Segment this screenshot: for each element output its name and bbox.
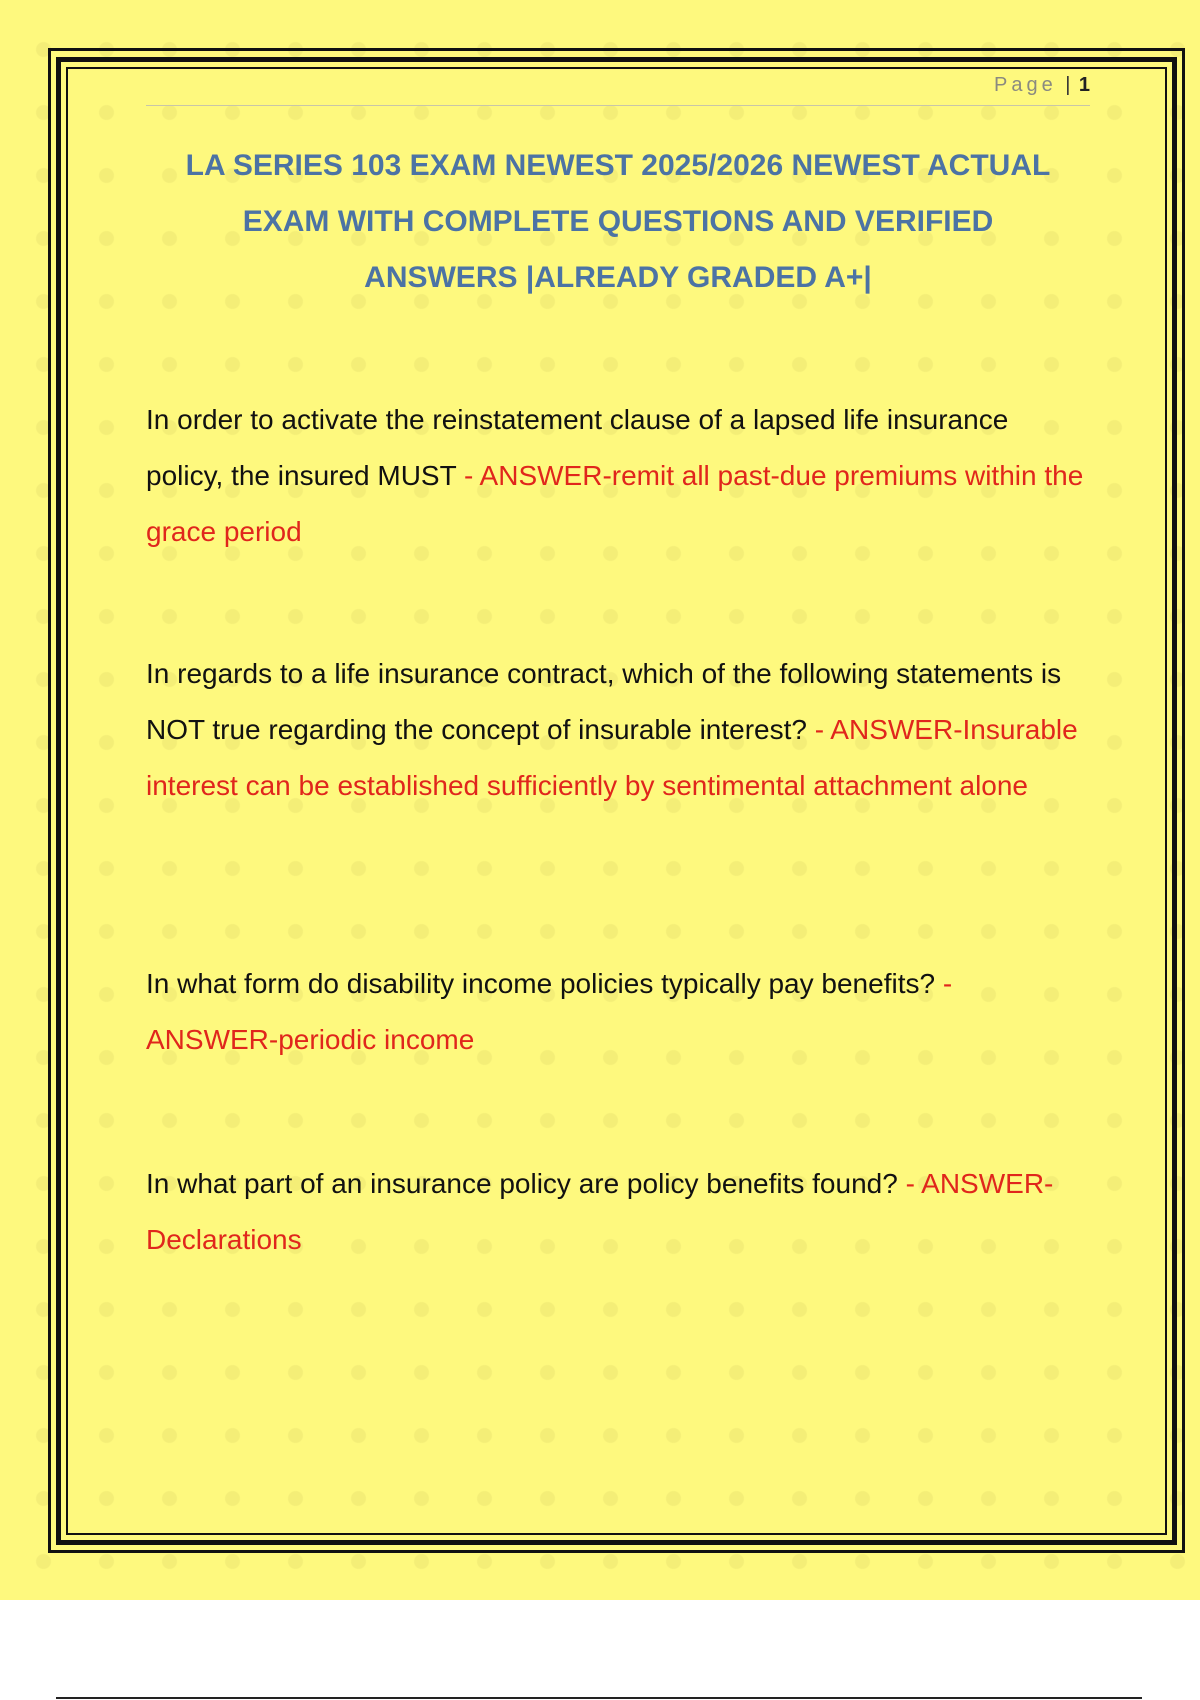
page-label: Page xyxy=(994,74,1057,96)
qa-item-1 xyxy=(146,392,1090,560)
title-line-3: ANSWERS |ALREADY GRADED A+| xyxy=(364,261,872,294)
title-line-1: LA SERIES 103 EXAM NEWEST 2025/2026 NEWEST ACTUAL xyxy=(185,149,1051,182)
document-title xyxy=(146,138,1090,306)
question-text: In order to activate the reinstatement clause of a lapsed life insurance policy, the insured MUST xyxy=(146,404,1009,491)
answer-text: - ANSWER-Declarations xyxy=(146,1168,1054,1255)
question-text: In regards to a life insurance contract, which of the following statements is NOT true regarding the concept of insurable interest? xyxy=(146,658,1062,745)
answer-text: - ANSWER-Insurable interest can be established sufficiently by sentimental attachment alone xyxy=(146,714,1078,801)
footer-divider xyxy=(56,1697,1142,1699)
qa-item-4 xyxy=(146,1156,1090,1268)
question-text: In what form do disability income policies typically pay benefits? xyxy=(146,968,936,999)
answer-text: - ANSWER-remit all past-due premiums within the grace period xyxy=(146,460,1084,547)
qa-item-2 xyxy=(146,646,1090,814)
question-text: In what part of an insurance policy are policy benefits found? xyxy=(146,1168,898,1199)
page-header xyxy=(146,74,1090,106)
page-number: 1 xyxy=(1078,74,1090,96)
page-separator: | xyxy=(1065,74,1071,96)
title-line-2: EXAM WITH COMPLETE QUESTIONS AND VERIFIED xyxy=(242,205,994,238)
qa-item-3 xyxy=(146,956,1090,1068)
answer-text: - ANSWER-periodic income xyxy=(146,968,953,1055)
